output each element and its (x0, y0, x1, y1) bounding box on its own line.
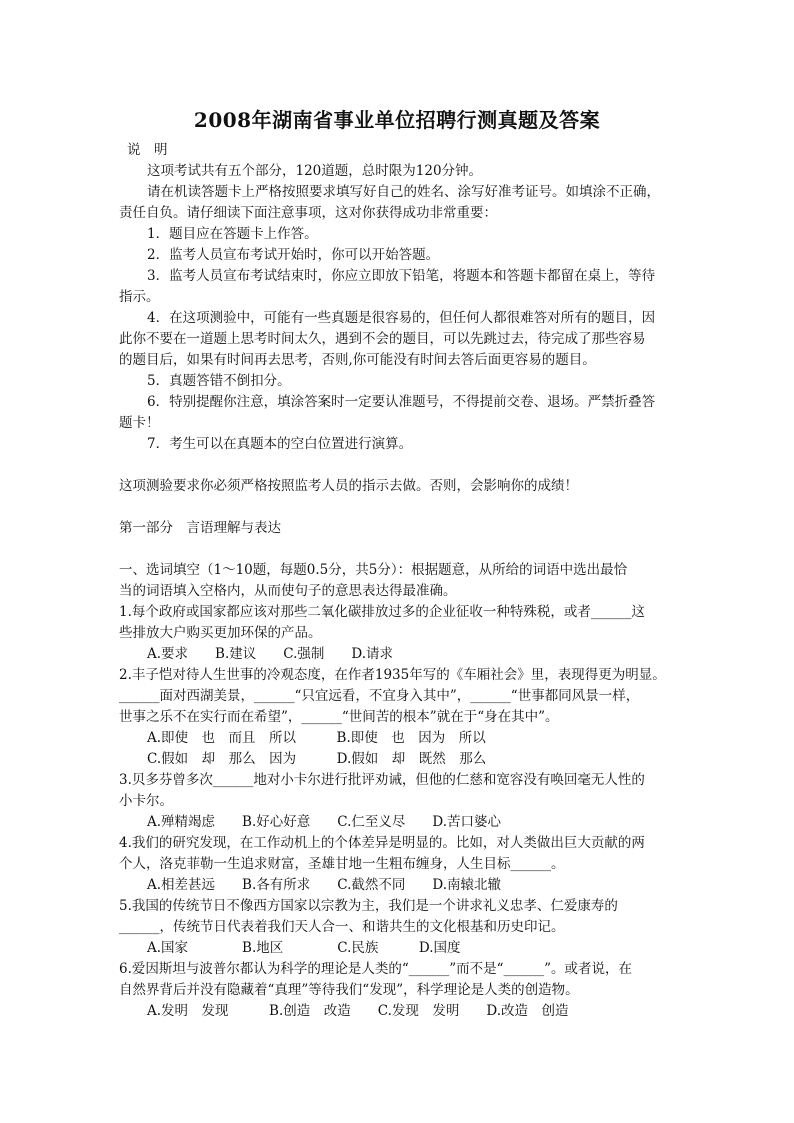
text-line: 自然界背后并没有隐藏着“真理”等待我们“发现”，科学理论是人类的创造物。 (119, 982, 579, 998)
text-line: 2．监考人员宣布考试开始时，你可以开始答题。 (147, 247, 440, 263)
blank-line (119, 497, 679, 518)
text-line: 这项测验要求你必须严格按照监考人员的指示去做。否则，会影响你的成绩！ (119, 478, 578, 494)
text-line: 此你不要在一道题上思考时间太久，遇到不会的题目，可以先跳过去，待完成了那些容易 (119, 331, 646, 347)
text-line: 5.我国的传统节日不像西方国家以宗教为主，我们是一个讲求礼义忠孝、仁爱康寿的 (119, 898, 618, 914)
text-line: 6．特别提醒你注意，填涂答案时一定要认准题号，不得提前交卷、退场。严禁折叠答 (147, 394, 656, 410)
text-line: 请在机读答题卡上严格按照要求填写好自己的姓名、涂写好准考证号。如填涂不正确， (147, 184, 660, 200)
blank-line (119, 539, 679, 560)
text-line: A.相差甚远 B.各有所求 C.截然不同 D.南辕北辙 (147, 877, 502, 893)
text-line: 4.我们的研究发现，在工作动机上的个体差异是明显的。比如，对人类做出巨大贡献的两 (119, 835, 645, 851)
text-line: A.殚精竭虑 B.好心好意 C.仁至义尽 D.苦口婆心 (147, 814, 502, 830)
document-body (119, 140, 679, 1022)
text-line: 3．监考人员宣布考试结束时，你应立即放下铅笔，将题本和答题卡都留在桌上，等待 (147, 268, 656, 284)
text-line: 一、选词填空（1～10题，每题0.5分，共5分）：根据题意，从所给的词语中选出最恰 (119, 562, 628, 578)
text-line: 指示。 (119, 289, 160, 305)
text-line: 说 明 (127, 142, 168, 158)
text-line: 责任自负。请仔细读下面注意事项，这对你获得成功非常重要： (119, 205, 497, 221)
text-line: 这项考试共有五个部分，120道题，总时限为120分钟。 (147, 163, 483, 179)
text-line: 些排放大户购买更加环保的产品。 (119, 625, 322, 641)
text-line: 当的词语填入空格内，从而使句子的意思表达得最准确。 (119, 583, 457, 599)
text-line: C.假如 却 那么 因为 D.假如 却 既然 那么 (147, 751, 487, 767)
text-line: 个人，洛克菲勒一生追求财富，圣雄甘地一生粗布缠身，人生目标______。 (119, 856, 565, 872)
text-line: 1.每个政府或国家都应该对那些二氧化碳排放过多的企业征收一种特殊税，或者______这 (119, 604, 645, 620)
blank-line (119, 455, 679, 476)
text-line: 第一部分 言语理解与表达 (119, 520, 281, 536)
document-title: 2008年湖南省事业单位招聘行测真题及答案 (193, 108, 601, 132)
text-line: 的题目后，如果有时间再去思考，否则,你可能没有时间去答后面更容易的题目。 (119, 352, 596, 368)
text-line: A.国家 B.地区 C.民族 D.国度 (147, 940, 461, 956)
text-line: A.即使 也 而且 所以 B.即使 也 因为 所以 (147, 730, 486, 746)
text-line: 题卡！ (119, 415, 160, 431)
text-line: 2.丰子恺对待人生世事的冷观态度，在作者1935年写的《车厢社会》里，表现得更为明显。 (119, 667, 666, 683)
text-line: 小卡尔。 (119, 793, 173, 809)
text-line: A.发明 发现 B.创造 改造 C.发现 发明 D.改造 创造 (147, 1003, 569, 1019)
text-line: 4．在这项测验中，可能有一些真题是很容易的，但任何人都很难答对所有的题目，因 (147, 310, 656, 326)
text-line: ______面对西湖美景，______“只宜远看，不宜身入其中”，______“世事都同风景一样， (119, 688, 640, 704)
text-line: 1．题目应在答题卡上作答。 (147, 226, 318, 242)
text-line: 3.贝多芬曾多次______地对小卡尔进行批评劝诫，但他的仁慈和宽容没有唤回毫无人性的 (119, 772, 645, 788)
text-line: 7．考生可以在真题本的空白位置进行演算。 (147, 436, 413, 452)
text-line: ______，传统节日代表着我们天人合一、和谐共生的文化根基和历史印记。 (119, 919, 565, 935)
text-line: 5．真题答错不倒扣分。 (147, 373, 291, 389)
text-line: 6.爱因斯坦与波普尔都认为科学的理论是人类的“______”而不是“______”。或者说，在 (119, 961, 632, 977)
text-line: 世事之乐不在实行而在希望”，______“世间苦的根本”就在于“身在其中”。 (119, 709, 559, 725)
text-line: A.要求 B.建议 C.强制 D.请求 (147, 646, 394, 662)
